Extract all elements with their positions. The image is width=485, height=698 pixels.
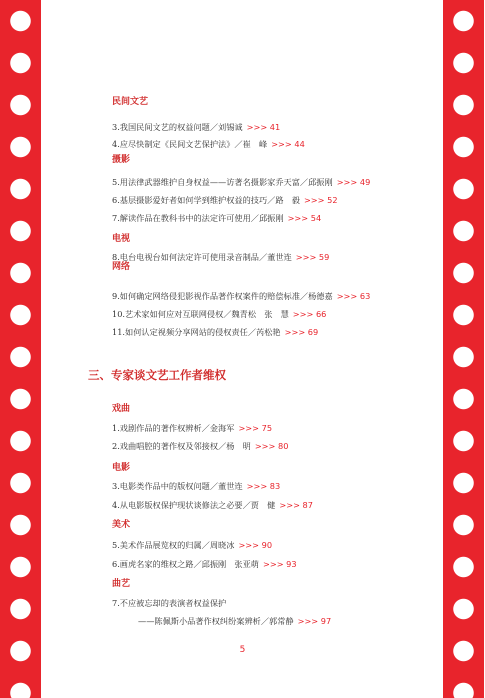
toc-entry-page: >>> 49 (336, 177, 371, 187)
toc-entry-page: >>> 54 (287, 213, 322, 223)
toc-entry-title: 7.不应被忘却的表演者权益保护 (112, 598, 227, 608)
section-heading: 美术 (112, 520, 131, 530)
toc-entry[interactable] (112, 481, 280, 491)
section-heading: 电视 (112, 234, 131, 244)
toc-entry-title: 1.戏剧作品的著作权辨析／金海军 (112, 423, 235, 433)
toc-entry[interactable] (112, 213, 321, 223)
toc-entry-title: 10.艺术家如何应对互联网侵权／魏青松 张 慧 (112, 309, 289, 319)
toc-entry-page: >>> 75 (238, 423, 273, 433)
toc-entry-page: >>> 69 (284, 327, 319, 337)
toc-entry-page: >>> 83 (246, 481, 281, 491)
toc-entry[interactable] (138, 616, 331, 626)
toc-entry-title: 4.从电影版权保护现状谈修法之必要／贾 健 (112, 500, 276, 510)
toc-entry[interactable] (112, 252, 329, 262)
toc-entry-page: >>> 93 (263, 559, 297, 569)
toc-entry-page: >>> 63 (336, 291, 371, 301)
toc-entry-title: 7.解读作品在教科书中的法定许可使用／邱振刚 (112, 213, 284, 223)
section-heading: 戏曲 (112, 404, 131, 414)
toc-entry-page: >>> 44 (271, 139, 305, 149)
toc-entry[interactable] (112, 309, 326, 319)
toc-entry[interactable] (112, 327, 318, 337)
section-heading: 电影 (112, 463, 131, 473)
toc-entry[interactable] (112, 122, 280, 132)
section-heading: 民间文艺 (112, 97, 149, 107)
toc-entry-title: 6.画虎名家的维权之路／邱振刚 张亚萌 (112, 559, 259, 569)
part-title: 三、专家谈文艺工作者维权 (88, 368, 226, 382)
toc-entry[interactable] (112, 177, 370, 187)
toc-entry-page: >>> 97 (297, 616, 332, 626)
toc-entry-page: >>> 41 (246, 122, 281, 132)
toc-entry[interactable] (112, 423, 272, 433)
toc-entry[interactable] (112, 598, 226, 608)
toc-entry[interactable] (112, 540, 272, 550)
toc-entry-title: 3.我国民间文艺的权益问题／刘锡诚 (112, 122, 243, 132)
toc-entry[interactable] (112, 139, 305, 149)
toc-entry-title: 11.如何认定视频分享网站的侵权责任／芮松艳 (112, 327, 281, 337)
toc-entry[interactable] (112, 441, 288, 451)
toc-entry[interactable] (112, 195, 338, 205)
toc-entry-title: 4.应尽快制定《民间文艺保护法》／崔 峰 (112, 139, 268, 149)
toc-entry-page: >>> 59 (295, 252, 330, 262)
toc-entry-title: 6.基层摄影爱好者如何学到维护权益的技巧／路 毅 (112, 195, 300, 205)
page-number: 5 (239, 645, 246, 655)
toc-entry-title: 5.用法律武器维护自身权益——访著名摄影家乔天富／邱振刚 (112, 177, 333, 187)
section-heading: 摄影 (112, 155, 131, 165)
toc-entry-title: 3.电影类作品中的版权问题／董世连 (112, 481, 243, 491)
toc-entry-title: 2.戏曲唱腔的著作权及邻接权／杨 明 (112, 441, 251, 451)
toc-entry-page: >>> 87 (279, 500, 313, 510)
toc-entry-title: 8.电台电视台如何法定许可使用录音制品／董世连 (112, 252, 292, 262)
toc-entry-page: >>> 90 (238, 540, 273, 550)
section-heading: 网络 (112, 262, 131, 272)
toc-entry[interactable] (112, 500, 313, 510)
toc-entry-title: 9.如何确定网络侵犯影视作品著作权案件的赔偿标准／杨德嘉 (112, 291, 333, 301)
toc-entry[interactable] (112, 291, 370, 301)
toc-entry-title: 5.美术作品展览权的归属／周晓冰 (112, 540, 235, 550)
toc-entry[interactable] (112, 559, 297, 569)
section-heading: 曲艺 (112, 579, 131, 589)
right-decorative-band (443, 0, 484, 698)
toc-entry-title: ——陈佩斯小品著作权纠纷案辨析／郭常静 (138, 616, 294, 626)
toc-entry-page: >>> 52 (303, 195, 338, 205)
toc-entry-page: >>> 80 (254, 441, 289, 451)
toc-entry-page: >>> 66 (292, 309, 327, 319)
left-decorative-band (0, 0, 41, 698)
